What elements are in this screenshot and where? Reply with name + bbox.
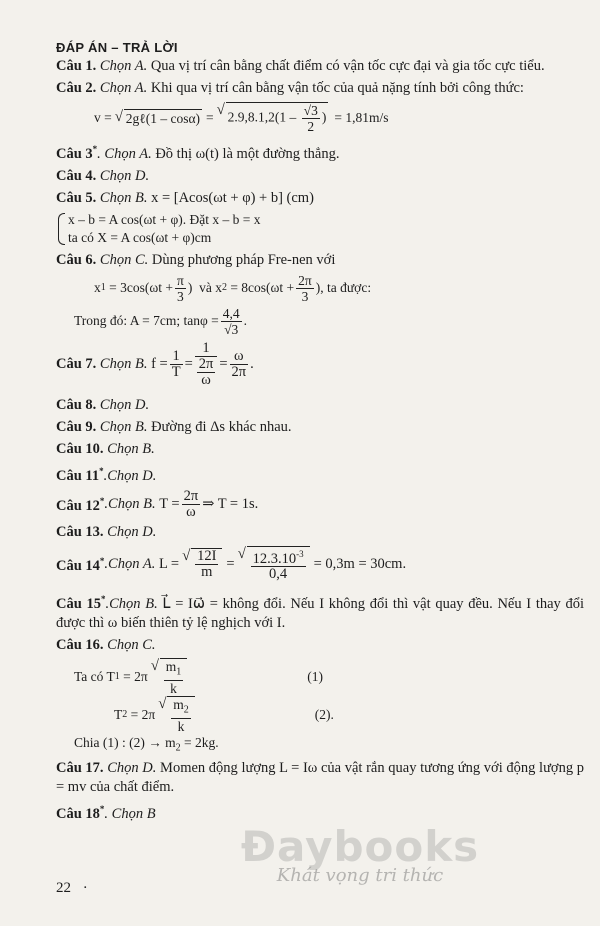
formula-16b: T 2 = 2π √ $\frac{m_2}{k}$ (2). — [56, 696, 584, 734]
watermark-logo: Đaybooks — [240, 822, 480, 871]
answer-8: Câu 8. Chọn D. — [56, 396, 150, 413]
section-heading: ĐÁP ÁN – TRẢ LỜI — [56, 40, 178, 55]
answer-14: Câu 14* .Chọn A. L = √ $\frac{12I}{m}$ = √ $\frac{12.3.10^{-3}}{0,4}$ = 0,3m = 30cm. — [56, 546, 584, 583]
answer-11: Câu 11*.Chọn D. — [56, 465, 157, 484]
answer-2: Câu 2. Chọn A. Khi qua vị trí cân bằng vận tốc của quả nặng tính bởi công thức: — [56, 80, 524, 96]
answer-7: Câu 7. Chọn B. f = $\frac{1}{T}$ = $\frac{1}{\frac{2\pi}{\omega}}$ = $\frac{\omega}{2\pi}$ . — [56, 339, 254, 388]
page-dot: · — [82, 880, 88, 896]
answer-6: Câu 6. Chọn C. Dùng phương pháp Fre-nen với — [56, 251, 336, 268]
answer-4: Câu 4. Chọn D. — [56, 167, 150, 184]
answer-3: Câu 3*. Chọn A. Đồ thị ω(t) là một đường thẳng. — [56, 144, 340, 162]
answer-1: Câu 1. Chọn A. Qua vị trí cân bằng chất điểm có vận tốc cực đại và gia tốc cực tiểu. — [56, 58, 545, 74]
formula-5: x – b = A cos(ωt + φ). Đặt x – b = x ta có X = A cos(ωt + φ)cm — [56, 211, 584, 247]
sqrt-expression: √ 2.9,8.1,2(1 – $\frac{√3}{2}$ ) — [226, 102, 329, 134]
watermark-tagline: Khát vọng tri thức — [276, 865, 444, 886]
publisher-watermark — [230, 822, 490, 886]
answer-9: Câu 9. Chọn B. Đường đi Δs khác nhau. — [56, 418, 292, 435]
answer-16: Câu 16. Chọn C. — [56, 637, 156, 654]
formula-2: v = √ 2gℓ(1 – cosα) = √ 2.9,8.1,2(1 – $\frac{√3}{2}$ ) = 1,81m/s — [56, 102, 584, 134]
answer-17: Câu 17. Chọn D. Momen động lượng L = Iω của vật rắn quay tương ứng với động lượng p = mv của chất điểm. — [56, 760, 585, 796]
page-number: 22 — [56, 880, 71, 896]
formula-6: x 1 = 3cos ( ωt + $\frac{\pi}{3}$ ) và x 2 = 8cos ( ωt + $\frac{2\pi}{3}$ ) , ta được: — [94, 272, 372, 304]
formula-6b: Trong đó: A = 7cm; tanφ = $\frac{4,4}{√3}$ . — [74, 305, 248, 337]
answer-18: Câu 18*. Chọn B — [56, 804, 156, 823]
answer-15: Câu 15*.Chọn B. L⃗ = Iω⃗ = không đổi. Nếu I không đổi thì vật quay đều. Nếu I thay đổi được thì ω biến thiên tỷ lệ nghịch với I. — [56, 594, 585, 632]
page-footer — [56, 880, 88, 897]
formula-16c: Chia (1) : $(2) \to m_2 = 2kg$. — [74, 734, 219, 754]
answer-13: Câu 13. Chọn D. — [56, 523, 157, 540]
answer-page — [56, 40, 584, 827]
answer-5: Câu 5. Chọn B. x = [Acos(ωt + φ) + b] (cm) — [56, 189, 314, 206]
formula-16a: Ta có T 1 = 2π √ $\frac{m_1}{k}$ (1) — [56, 658, 584, 696]
answer-10: Câu 10. Chọn B. — [56, 440, 155, 457]
answer-12: Câu 12* .Chọn B. T = $\frac{2\pi}{\omega}$ ⇒ T = 1s. — [56, 487, 259, 520]
